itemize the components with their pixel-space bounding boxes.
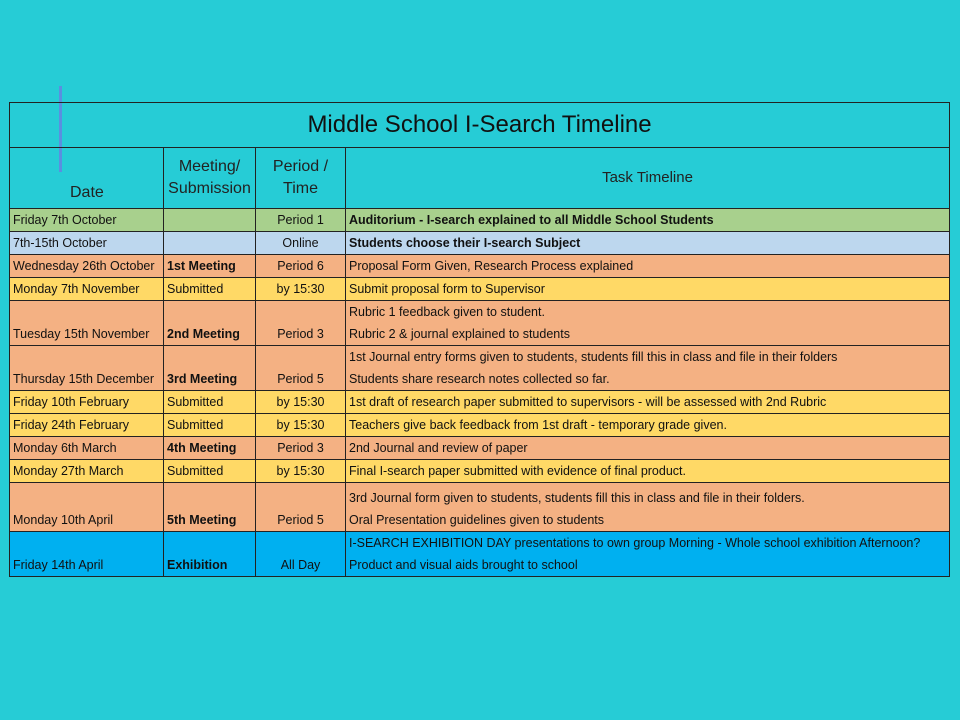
cell-task: Students choose their I-search Subject	[346, 232, 950, 255]
table-row	[10, 532, 950, 577]
cell-meeting: 5th Meeting	[164, 483, 256, 532]
cell-date: Friday 7th October	[10, 209, 164, 232]
header-period: Period / Time	[256, 148, 346, 209]
cell-meeting: 4th Meeting	[164, 437, 256, 460]
cell-date: Friday 14th April	[10, 532, 164, 577]
cell-period: by 15:30	[256, 278, 346, 301]
cell-date: Wednesday 26th October	[10, 255, 164, 278]
cell-date: Monday 27th March	[10, 460, 164, 483]
cell-meeting: 2nd Meeting	[164, 301, 256, 346]
cell-period: by 15:30	[256, 460, 346, 483]
cell-period: Period 1	[256, 209, 346, 232]
table-row	[10, 391, 950, 414]
table-row	[10, 209, 950, 232]
cell-task: Proposal Form Given, Research Process explained	[346, 255, 950, 278]
cell-period: All Day	[256, 532, 346, 577]
page-title: Middle School I-Search Timeline	[10, 103, 950, 148]
cell-date: Friday 24th February	[10, 414, 164, 437]
header-task: Task Timeline	[346, 148, 950, 209]
cell-date: Monday 6th March	[10, 437, 164, 460]
cell-date: Thursday 15th December	[10, 346, 164, 391]
cell-period: Period 5	[256, 346, 346, 391]
cell-task: Submit proposal form to Supervisor	[346, 278, 950, 301]
cell-task: 2nd Journal and review of paper	[346, 437, 950, 460]
cell-date: Tuesday 15th November	[10, 301, 164, 346]
table-row	[10, 483, 950, 532]
cell-period: Period 6	[256, 255, 346, 278]
cell-task: 1st Journal entry forms given to students, students fill this in class and file in their folders Students share research notes collected so far.	[346, 346, 950, 391]
table-row	[10, 460, 950, 483]
cell-date: Monday 10th April	[10, 483, 164, 532]
cell-meeting: Submitted	[164, 278, 256, 301]
cell-meeting	[164, 209, 256, 232]
cell-task: Teachers give back feedback from 1st draft - temporary grade given.	[346, 414, 950, 437]
cell-meeting: Submitted	[164, 391, 256, 414]
cell-period: Period 5	[256, 483, 346, 532]
cell-meeting: Submitted	[164, 414, 256, 437]
cell-date: Monday 7th November	[10, 278, 164, 301]
cell-task: I-SEARCH EXHIBITION DAY presentations to own group Morning - Whole school exhibition Afternoon? Product and visual aids brought to school	[346, 532, 950, 577]
cell-period: Period 3	[256, 437, 346, 460]
table-row	[10, 301, 950, 346]
header-date: Date	[10, 148, 164, 209]
timeline-table	[9, 102, 950, 577]
cell-period: Online	[256, 232, 346, 255]
table-row	[10, 437, 950, 460]
cell-period: by 15:30	[256, 391, 346, 414]
cell-date: 7th-15th October	[10, 232, 164, 255]
table-row	[10, 232, 950, 255]
cell-task: 3rd Journal form given to students, students fill this in class and file in their folders. Oral Presentation guidelines given to students	[346, 483, 950, 532]
cell-period: by 15:30	[256, 414, 346, 437]
table-row	[10, 414, 950, 437]
table-row	[10, 255, 950, 278]
cell-meeting: Submitted	[164, 460, 256, 483]
cell-meeting: 3rd Meeting	[164, 346, 256, 391]
cell-task: Auditorium - I-search explained to all Middle School Students	[346, 209, 950, 232]
cell-meeting: 1st Meeting	[164, 255, 256, 278]
cell-meeting	[164, 232, 256, 255]
cell-meeting: Exhibition	[164, 532, 256, 577]
cell-task: Final I-search paper submitted with evidence of final product.	[346, 460, 950, 483]
cell-task: Rubric 1 feedback given to student. Rubric 2 & journal explained to students	[346, 301, 950, 346]
cell-date: Friday 10th February	[10, 391, 164, 414]
table-row	[10, 278, 950, 301]
header-row	[10, 148, 950, 209]
header-meeting: Meeting/ Submission	[164, 148, 256, 209]
cell-period: Period 3	[256, 301, 346, 346]
table-row	[10, 346, 950, 391]
cell-task: 1st draft of research paper submitted to supervisors - will be assessed with 2nd Rubric	[346, 391, 950, 414]
